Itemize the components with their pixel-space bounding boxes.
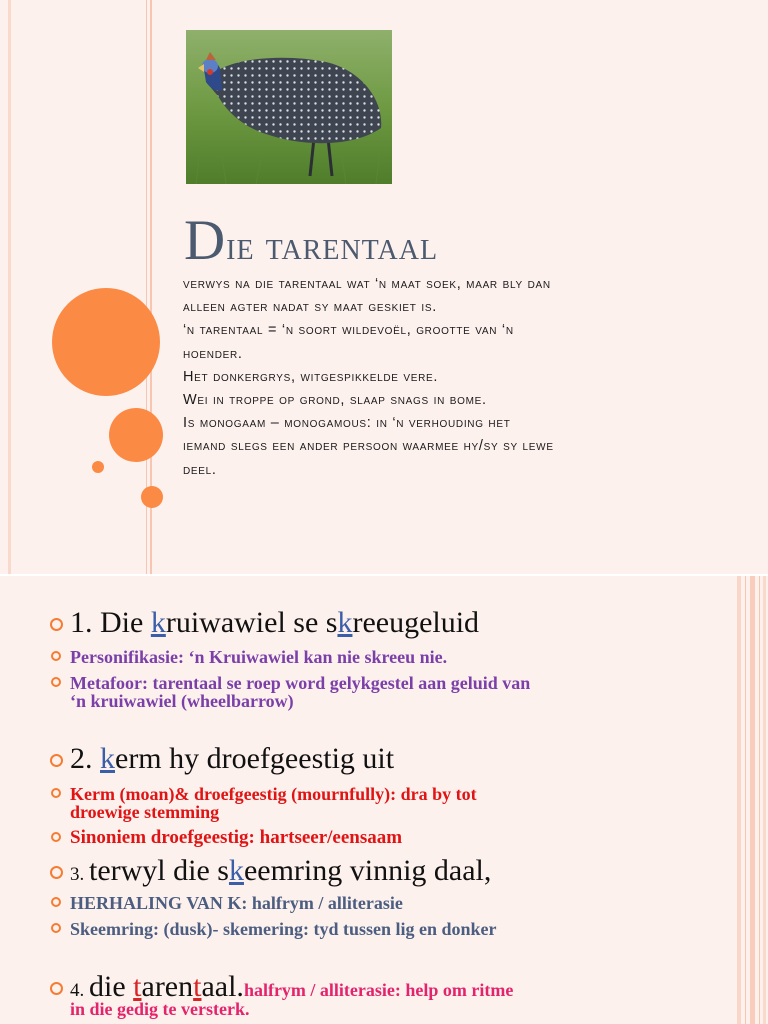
description-line: verwys na die tarentaal wat ‘n maat soek, maar bly dan [183, 276, 551, 292]
bullet-icon [50, 982, 63, 995]
decorative-circle [109, 408, 163, 462]
slide-2: 1. Die kruiwawiel se skreeugeluid Personifikasie: ‘n Kruiwawiel kan nie skreeu nie. Metafoor: tarentaal se roep word gelykgestel aan geluid van ‘n kruiwawiel (wheelbarrow) 2. kerm hy droefgeestig uit Kerm (moan)& droefgeestig (mournfully): dra by tot droewige stemming Sinoniem droefgeestig: hartseer/eensaam 3. terwyl die skeemring vinnig daal, HERHALING VAN K: halfrym / alliterasie Skeemring: (dusk)- skemering: tyd tussen lig en donker 4. die tarentaal.halfrym / alliterasie: help om ritme in die gedig te versterk. [0, 576, 768, 1024]
decorative-line [759, 576, 760, 1024]
decorative-circle [52, 288, 160, 396]
bullet-icon [51, 677, 61, 687]
description-line: hoender. [183, 345, 243, 362]
description-line: alleen agter nadat sy maat geskiet is. [183, 299, 437, 316]
description-line: Het donkergrys, witgespikkelde vere. [183, 368, 439, 385]
description-line: iemand slegs een ander persoon waarmee hy/sy sy lewe [183, 438, 554, 455]
decorative-line [745, 576, 746, 1024]
description-line: deel. [183, 461, 217, 478]
bullet-icon [51, 832, 61, 842]
slide-title: Die tarentaal [184, 209, 439, 272]
decorative-circle [141, 486, 163, 508]
decorative-line [8, 0, 11, 574]
bullet-icon [51, 923, 61, 933]
guineafowl-photo [186, 30, 392, 184]
description-line: ‘n tarentaal = ‘n soort wildevoël, grootte van ‘n [183, 322, 514, 339]
decorative-line [750, 576, 755, 1024]
bullet-icon [50, 754, 63, 767]
bullet-icon [51, 788, 61, 798]
bullet-icon [51, 897, 61, 907]
decorative-line [763, 576, 766, 1024]
description-line: Is monogaam – monogamous: in ‘n verhouding het [183, 415, 511, 432]
bullet-icon [51, 651, 61, 661]
description-line: Wei in troppe op grond, slaap snags in bome. [183, 392, 487, 409]
decorative-circle [92, 461, 104, 473]
bullet-icon [50, 866, 63, 879]
decorative-line [737, 576, 741, 1024]
bullet-icon [50, 618, 63, 631]
description-text [183, 273, 683, 482]
